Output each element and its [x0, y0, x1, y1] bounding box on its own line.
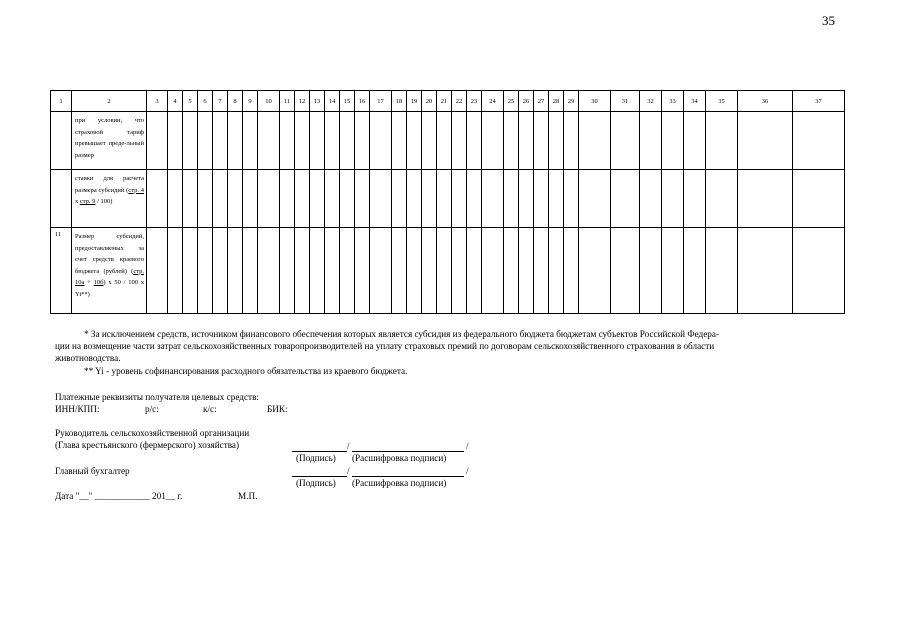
table-cell	[422, 228, 437, 314]
column-header: 36	[738, 91, 793, 112]
table-cell	[310, 170, 325, 228]
table-cell	[168, 112, 183, 170]
table-cell	[504, 228, 519, 314]
table-cell	[519, 112, 534, 170]
head-title-line-1: Руководитель сельскохозяйственной организации	[55, 428, 250, 438]
ks-label: к/с:	[203, 404, 217, 414]
table-cell	[738, 170, 793, 228]
table-cell	[482, 170, 504, 228]
table-cell	[243, 170, 258, 228]
column-header: 32	[640, 91, 662, 112]
table-cell	[482, 228, 504, 314]
row-number	[51, 170, 72, 228]
table-cell	[147, 228, 168, 314]
date-line: Дата "__" ____________ 201__ г.	[55, 491, 183, 501]
table-cell	[147, 112, 168, 170]
table-cell	[452, 112, 467, 170]
column-header: 24	[482, 91, 504, 112]
table-cell	[392, 170, 407, 228]
table-cell	[640, 112, 662, 170]
table-cell	[611, 112, 640, 170]
table-cell	[504, 112, 519, 170]
bik-label: БИК:	[267, 404, 288, 414]
accountant-sign-caption: (Подпись)	[296, 478, 336, 488]
table-cell	[467, 170, 482, 228]
table-cell	[422, 112, 437, 170]
table-cell	[198, 112, 213, 170]
table-cell	[355, 112, 370, 170]
table-cell	[198, 228, 213, 314]
accountant-decode-caption: (Расшифровка подписи)	[352, 478, 447, 488]
column-header: 7	[213, 91, 228, 112]
table-cell	[355, 170, 370, 228]
column-header: 5	[183, 91, 198, 112]
table-cell	[793, 228, 845, 314]
column-header: 15	[340, 91, 355, 112]
column-header: 12	[295, 91, 310, 112]
column-header: 22	[452, 91, 467, 112]
head-signature-line	[292, 451, 347, 452]
footnote-1-line-2: ции на возмещение части затрат сельскохозяйственных товаропроизводителей на уплату страховых премий по договорам сельскохозяйственного страхования в области	[55, 341, 715, 351]
column-header: 16	[355, 91, 370, 112]
table-cell	[662, 112, 684, 170]
row-text: ставки для расчета размера субсидий (	[75, 175, 144, 194]
column-header: 17	[370, 91, 392, 112]
table-cell	[579, 228, 611, 314]
table-cell	[168, 228, 183, 314]
table-cell	[280, 170, 295, 228]
table-cell	[738, 228, 793, 314]
column-header: 6	[198, 91, 213, 112]
row-text: ) х 50 / 100 х Yi**)	[75, 279, 144, 298]
table-cell	[519, 228, 534, 314]
row-text: х	[75, 198, 80, 205]
column-header: 35	[706, 91, 738, 112]
accountant-title: Главный бухгалтер	[55, 466, 130, 476]
footnote-2: ** Yi - уровень софинансирования расходного обязательства из краевого бюджета.	[84, 366, 408, 376]
table-cell	[355, 228, 370, 314]
head-title-line-2: (Глава крестьянского (фермерского) хозяйства)	[55, 440, 240, 450]
table-cell	[198, 170, 213, 228]
column-header: 28	[549, 91, 564, 112]
table-row	[51, 228, 845, 314]
table-cell	[340, 112, 355, 170]
table-cell	[280, 112, 295, 170]
table-cell	[706, 170, 738, 228]
table-cell	[370, 170, 392, 228]
column-header: 23	[467, 91, 482, 112]
head-decode-line	[352, 451, 464, 452]
row-text: / 100)	[95, 198, 113, 205]
requisites-title: Платежные реквизиты получателя целевых средств:	[55, 392, 259, 402]
table-cell	[467, 228, 482, 314]
column-header: 27	[534, 91, 549, 112]
head-decode-caption: (Расшифровка подписи)	[352, 453, 447, 463]
table-cell	[564, 112, 579, 170]
column-header: 19	[407, 91, 422, 112]
row-description	[72, 228, 147, 314]
footnote-1-line-1: * За исключением средств, источником финансового обеспечения которых является субсидия из федерального бюджета бюджетам субъектов Российской Федера-	[84, 329, 720, 339]
table-cell	[467, 112, 482, 170]
table-cell	[295, 228, 310, 314]
table-cell	[258, 112, 280, 170]
table-cell	[738, 112, 793, 170]
table-cell	[534, 228, 549, 314]
table-cell	[579, 170, 611, 228]
row-text: Размер субсидий, предоставляемых за счет средств краевого бюджета (рублей) (	[75, 233, 144, 275]
table-cell	[549, 170, 564, 228]
column-header: 25	[504, 91, 519, 112]
table-cell	[183, 228, 198, 314]
column-header: 21	[437, 91, 452, 112]
table-cell	[684, 112, 706, 170]
table-cell	[213, 112, 228, 170]
subsidy-table	[50, 90, 845, 314]
column-header: 33	[662, 91, 684, 112]
column-header: 31	[611, 91, 640, 112]
table-cell	[504, 170, 519, 228]
column-header: 30	[579, 91, 611, 112]
table-cell	[684, 228, 706, 314]
table-cell	[452, 170, 467, 228]
table-cell	[549, 228, 564, 314]
table-cell	[564, 170, 579, 228]
row-description	[72, 112, 147, 170]
table-cell	[407, 112, 422, 170]
table-cell	[325, 170, 340, 228]
column-header: 37	[793, 91, 845, 112]
accountant-signature-slash-end: /	[466, 466, 469, 476]
table-cell	[706, 112, 738, 170]
table-cell	[662, 228, 684, 314]
stamp-label: М.П.	[238, 491, 258, 501]
table-cell	[407, 228, 422, 314]
table-cell	[549, 112, 564, 170]
column-header: 13	[310, 91, 325, 112]
table-cell	[706, 228, 738, 314]
table-cell	[228, 228, 243, 314]
table-cell	[662, 170, 684, 228]
table-cell	[437, 228, 452, 314]
table-cell	[482, 112, 504, 170]
table-cell	[370, 112, 392, 170]
column-header: 20	[422, 91, 437, 112]
page-number: 35	[822, 13, 835, 28]
row-number	[51, 112, 72, 170]
table-cell	[325, 112, 340, 170]
table-cell	[310, 112, 325, 170]
row-reference: стр. 9	[79, 198, 96, 205]
column-header: 18	[392, 91, 407, 112]
table-cell	[640, 228, 662, 314]
table-row	[51, 170, 845, 228]
table-row	[51, 112, 845, 170]
table-cell	[340, 228, 355, 314]
table-cell	[243, 228, 258, 314]
table-cell	[258, 170, 280, 228]
table-cell	[534, 170, 549, 228]
row-reference: стр. 10а	[75, 267, 144, 286]
table-cell	[310, 228, 325, 314]
table-cell	[280, 228, 295, 314]
table-cell	[258, 228, 280, 314]
column-header: 9	[243, 91, 258, 112]
row-reference: стр. 4	[128, 186, 144, 194]
table-cell	[437, 112, 452, 170]
row-reference: 10б	[93, 279, 104, 286]
table-cell	[684, 170, 706, 228]
column-header: 2	[72, 91, 147, 112]
column-header: 29	[564, 91, 579, 112]
head-signature-slash: /	[347, 441, 350, 451]
table-cell	[534, 112, 549, 170]
row-description	[72, 170, 147, 228]
head-signature-slash-end: /	[466, 441, 469, 451]
table-cell	[611, 170, 640, 228]
accountant-signature-line	[292, 476, 347, 477]
table-cell	[183, 112, 198, 170]
rs-label: р/с:	[145, 404, 159, 414]
column-header: 10	[258, 91, 280, 112]
table-cell	[228, 170, 243, 228]
accountant-signature-slash: /	[347, 466, 350, 476]
table-cell	[640, 170, 662, 228]
table-cell	[452, 228, 467, 314]
table-cell	[519, 170, 534, 228]
column-header: 34	[684, 91, 706, 112]
row-number: 11	[51, 228, 72, 314]
column-header: 8	[228, 91, 243, 112]
table-cell	[392, 112, 407, 170]
table-cell	[295, 170, 310, 228]
table-cell	[611, 228, 640, 314]
table-cell	[213, 228, 228, 314]
table-cell	[340, 170, 355, 228]
row-text: при условии, что страховой тариф превышает преде-льный размер	[75, 117, 144, 159]
table-cell	[579, 112, 611, 170]
table-cell	[183, 170, 198, 228]
header-row	[51, 91, 845, 112]
table-cell	[422, 170, 437, 228]
table-cell	[147, 170, 168, 228]
table-cell	[793, 112, 845, 170]
column-header: 1	[51, 91, 72, 112]
footnote-1-line-3: животноводства.	[55, 353, 121, 363]
column-header: 3	[147, 91, 168, 112]
table-cell	[407, 170, 422, 228]
column-header: 11	[280, 91, 295, 112]
column-header: 14	[325, 91, 340, 112]
accountant-decode-line	[352, 476, 464, 477]
table-cell	[392, 228, 407, 314]
table-cell	[370, 228, 392, 314]
head-sign-caption: (Подпись)	[296, 453, 336, 463]
table-cell	[437, 170, 452, 228]
table-cell	[168, 170, 183, 228]
column-header: 26	[519, 91, 534, 112]
row-text: +	[84, 279, 94, 286]
table-cell	[325, 228, 340, 314]
table-cell	[243, 112, 258, 170]
table-cell	[295, 112, 310, 170]
table-cell	[213, 170, 228, 228]
column-header: 4	[168, 91, 183, 112]
inn-kpp-label: ИНН/КПП:	[55, 404, 100, 414]
table-cell	[228, 112, 243, 170]
table-cell	[793, 170, 845, 228]
table-cell	[564, 228, 579, 314]
